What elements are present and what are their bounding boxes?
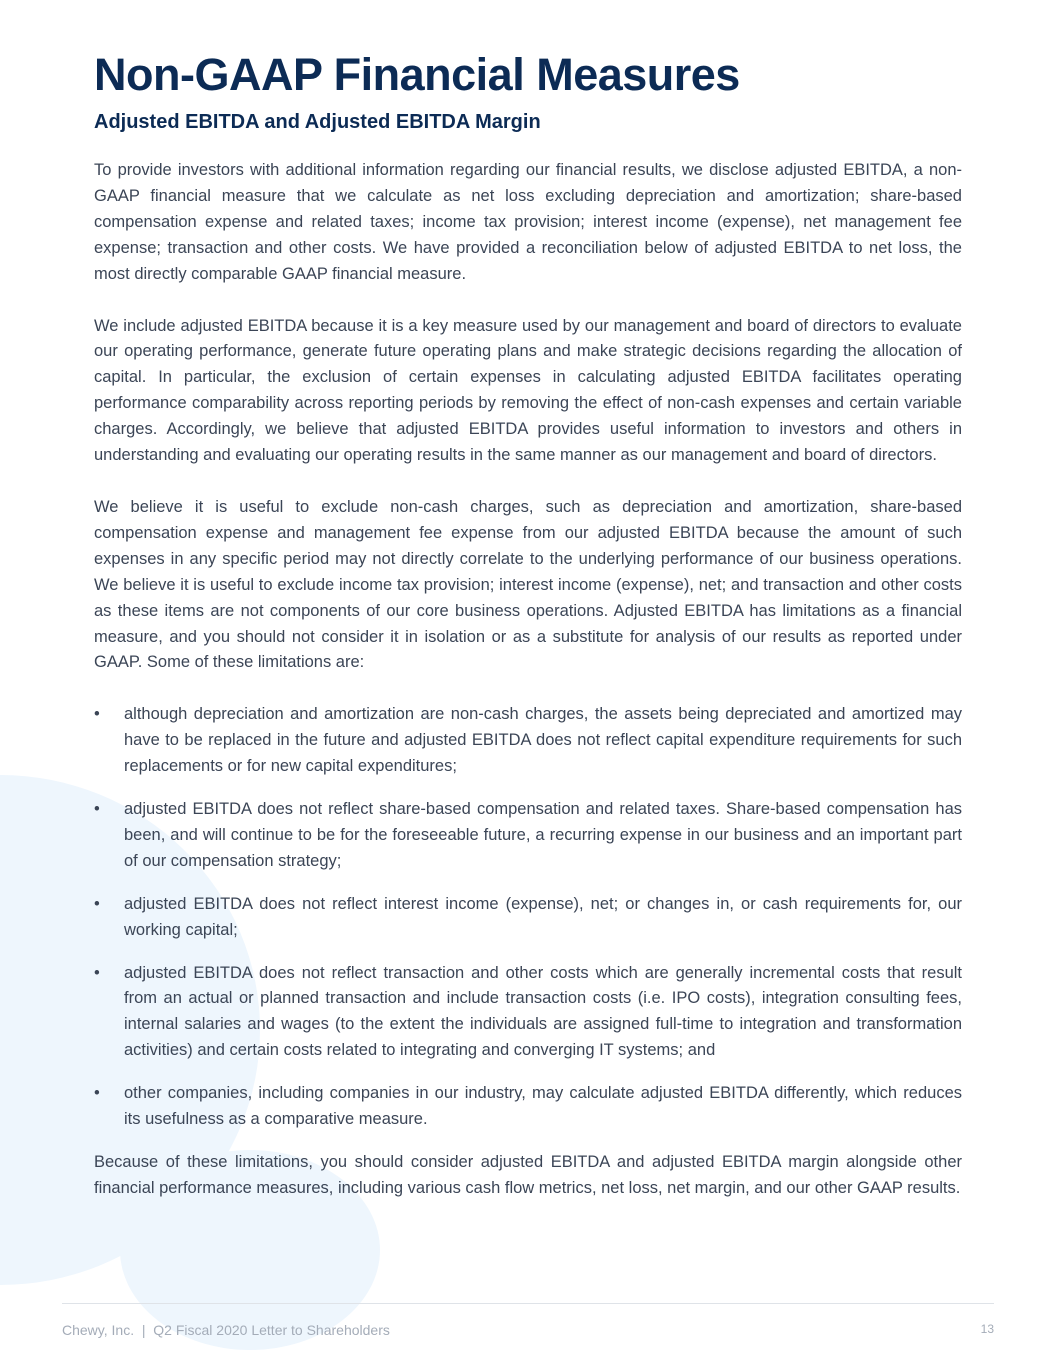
bullet-icon: • xyxy=(94,1084,100,1103)
list-item-text: although depreciation and amortization are non-cash charges, the assets being depreciated and amortized may have to be replaced in the future and adjusted EBITDA does not reflect capital expenditure requirements for such replacements or for new capital expenditures; xyxy=(124,705,962,776)
footer-divider xyxy=(62,1303,994,1304)
list-item xyxy=(94,892,962,944)
page-footer xyxy=(62,1322,994,1338)
page-title: Non-GAAP Financial Measures xyxy=(94,49,740,100)
section-subtitle: Adjusted EBITDA and Adjusted EBITDA Margin xyxy=(94,111,541,133)
list-item xyxy=(94,1081,962,1133)
paragraph-exclusions: We believe it is useful to exclude non-cash charges, such as depreciation and amortization, share-based compensation expense and management fee expense from our adjusted EBITDA because the amount of such expenses in any specific period may not directly correlate to the underlying performance of our business operations. We believe it is useful to exclude income tax provision; interest income (expense), net; and transaction and other costs as these items are not components of our core business operations. Adjusted EBITDA has limitations as a financial measure, and you should not consider it in isolation or as a substitute for analysis of our results as reported under GAAP. Some of these limitations are: xyxy=(94,497,962,672)
list-item xyxy=(94,702,962,780)
paragraph-intro: To provide investors with additional information regarding our financial results, we disclose adjusted EBITDA, a non-GAAP financial measure that we calculate as net loss excluding depreciation and amortization; share-based compensation expense and related taxes; income tax provision; interest income (expense), net management fee expense; transaction and other costs. We have provided a reconciliation below of adjusted EBITDA to net loss, the most directly comparable GAAP financial measure. xyxy=(94,161,962,283)
paragraph-closing: Because of these limitations, you should consider adjusted EBITDA and adjusted EBITDA margin alongside other financial performance measures, including various cash flow metrics, net loss, net margin, and our other GAAP results. xyxy=(94,1153,962,1197)
bullet-icon: • xyxy=(94,963,100,982)
bullet-icon: • xyxy=(94,894,100,913)
paragraph-rationale: We include adjusted EBITDA because it is a key measure used by our management and board of directors to evaluate our operating performance, generate future operating plans and make strategic decisions regarding the allocation of capital. In particular, the exclusion of certain expenses in calculating adjusted EBITDA facilitates operating performance comparability across reporting periods by removing the effect of non-cash expenses and certain variable charges. Accordingly, we believe that adjusted EBITDA provides useful information to investors and others in understanding and evaluating our operating results in the same manner as our management and board of directors. xyxy=(94,316,962,465)
bullet-icon: • xyxy=(94,800,100,819)
list-item xyxy=(94,961,962,1065)
list-item-text: adjusted EBITDA does not reflect interest income (expense), net; or changes in, or cash requirements for, our working capital; xyxy=(124,894,962,939)
list-item xyxy=(94,797,962,875)
list-item-text: adjusted EBITDA does not reflect share-based compensation and related taxes. Share-based compensation has been, and will continue to be for the foreseeable future, a recurring expense in our business and an important part of our compensation strategy; xyxy=(124,800,962,870)
page-content xyxy=(94,48,962,1202)
page-number: 13 xyxy=(980,1322,994,1336)
limitations-list xyxy=(94,702,962,1133)
footer-company-label: Chewy, Inc. | Q2 Fiscal 2020 Letter to Shareholders xyxy=(62,1322,390,1338)
list-item-text: adjusted EBITDA does not reflect transaction and other costs which are generally incremental costs that result from an actual or planned transaction and include transaction costs (i.e. IPO costs), integration consulting fees, internal salaries and wages (to the extent the individuals are assigned full-time to integration and transformation activities) and certain costs related to integrating and converging IT systems; and xyxy=(124,963,962,1060)
bullet-icon: • xyxy=(94,705,100,724)
list-item-text: other companies, including companies in our industry, may calculate adjusted EBITDA differently, which reduces its usefulness as a comparative measure. xyxy=(124,1084,962,1129)
